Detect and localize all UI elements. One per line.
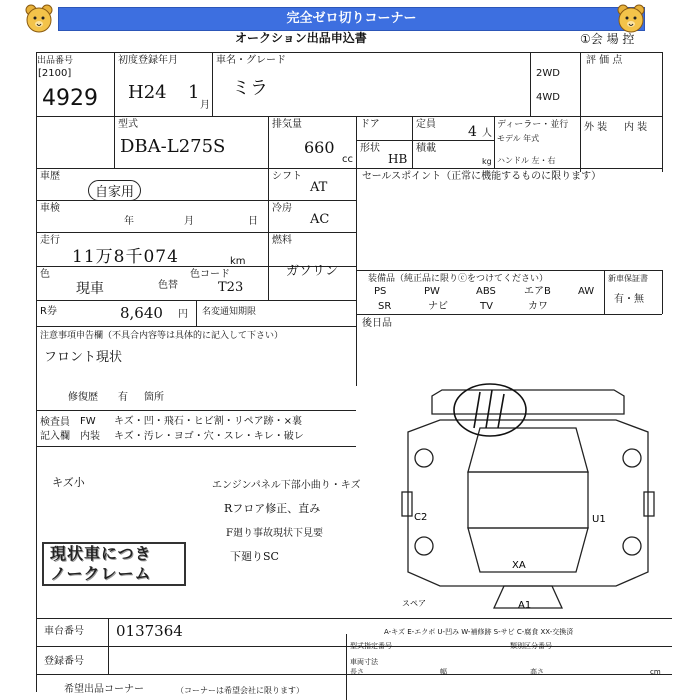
rule — [114, 52, 115, 117]
mileage-value: 11万8千074 — [72, 247, 179, 267]
damage-legend: A-キズ E-エクボ U-凹み W-補修跡 S-サビ C-腐食 XX-交換済 — [384, 628, 574, 636]
rule — [36, 446, 356, 447]
model-year-label: モデル 年式 — [497, 134, 540, 143]
shape-label: 形状 — [360, 143, 380, 154]
notes-value: フロント現状 — [44, 350, 123, 365]
model-label: 型式 — [118, 119, 138, 130]
hand-note-3: Rフロア修正、直み — [224, 502, 321, 515]
equip-abs: ABS — [476, 286, 496, 297]
capacity-value: 4 — [468, 124, 477, 140]
banner-bar — [58, 7, 645, 31]
rule — [530, 52, 531, 117]
rule — [356, 116, 357, 386]
rule — [36, 200, 356, 201]
spec-row-1: 型式指定番号 — [350, 642, 392, 650]
dealer-label: ディーラー・並行 — [497, 120, 569, 130]
equip-sr: SR — [378, 301, 392, 312]
rule — [114, 116, 115, 168]
model-value: DBA-L275S — [120, 136, 226, 157]
notes-label: 注意事項申告欄（不具合内容等は具体的に記入して下さい） — [40, 331, 284, 341]
lot-number: 4929 — [42, 86, 98, 111]
equip-navi: ナビ — [428, 301, 448, 312]
chassis-value: 0137364 — [116, 622, 183, 640]
hand-note-2: エンジンパネル下部小曲り・キズ — [212, 480, 361, 491]
rule — [580, 52, 581, 172]
no-claim-stamp — [42, 542, 186, 586]
checker-row2-tag: 内装 — [80, 431, 100, 442]
rule — [36, 410, 356, 411]
rule — [356, 314, 662, 315]
displacement-label: 排気量 — [272, 119, 302, 130]
rule — [196, 300, 197, 326]
equip-ps: PS — [374, 286, 387, 297]
recycle-label: R券 — [40, 306, 57, 317]
rule — [36, 326, 356, 327]
equip-airbag: エアB — [524, 286, 551, 297]
car-name-value: ミラ — [232, 78, 268, 99]
color-label: 色 — [40, 269, 50, 280]
inspection-year: 年 — [124, 216, 134, 227]
history-label: 車歴 — [40, 171, 60, 182]
checker-label: 検査員 記入欄 — [40, 417, 70, 442]
inspection-month: 月 — [184, 216, 194, 227]
bear-mascot-icon — [22, 2, 56, 36]
rule — [662, 270, 663, 314]
rule — [212, 52, 213, 117]
equip-leather: カワ — [528, 301, 548, 312]
capacity-label: 定員 — [416, 119, 436, 130]
lot-label: 出品番号 — [37, 56, 74, 66]
color-code-label: 色コード — [190, 269, 230, 280]
car-outline — [402, 390, 654, 608]
color-code-value: T23 — [218, 280, 244, 295]
mark-spare: スペア — [402, 599, 426, 608]
sales-point-label: セールスポイント（正常に機能するものに限ります） — [362, 171, 602, 182]
car-damage-diagram — [384, 372, 672, 612]
doors-label: ドア — [360, 119, 380, 130]
equip-aw: AW — [578, 286, 595, 297]
lot-code: [2100] — [38, 68, 72, 79]
load-unit: kg — [482, 157, 492, 166]
history-value: 自家用 — [88, 180, 141, 201]
aircon-value: AC — [310, 212, 330, 227]
repair-value: 有 — [118, 392, 128, 403]
equip-tv: TV — [480, 301, 493, 312]
rule — [268, 116, 269, 300]
hand-note-4: F廻り事故現状下見要 — [226, 528, 323, 539]
mark-c: C2 — [414, 512, 428, 523]
rule — [604, 270, 605, 314]
spec-row-3: 長さ — [350, 668, 364, 676]
spec-width: 幅 — [440, 668, 447, 676]
rule — [36, 116, 662, 117]
shift-value: AT — [310, 180, 328, 195]
spec-height: 高さ — [530, 668, 544, 676]
displacement-value: 660 — [304, 138, 335, 157]
fuel-value: ガソリン — [286, 264, 339, 279]
equipment-label: 装備品（純正品に限りⓒをつけてください） — [368, 274, 549, 284]
drive-2wd: 2WD — [536, 68, 560, 79]
grade-label: 評 価 点 — [586, 55, 623, 66]
inspection-label: 車検 — [40, 203, 60, 214]
checker-row2: キズ・汚レ・ヨゴ・穴・スレ・キレ・破レ — [114, 431, 304, 442]
rule — [494, 116, 495, 168]
venue-label: ①会 場 控 — [580, 32, 635, 46]
drive-4wd: 4WD — [536, 92, 560, 103]
handle-label: ハンドル 左・右 — [497, 156, 556, 165]
spec-row-2: 車両寸法 — [350, 658, 378, 666]
new-car-warranty-value: 有・無 — [614, 294, 644, 305]
footer-note: （コーナーは希望会社に限ります） — [176, 686, 304, 695]
rule — [356, 140, 494, 141]
form-title: オークション出品申込書 — [235, 31, 367, 45]
fuel-label: 燃料 — [272, 235, 292, 246]
reg-number-label: 登録番号 — [44, 656, 84, 667]
new-car-warranty-label: 新車保証書 — [608, 274, 648, 283]
hand-note-1: キズ小 — [52, 476, 85, 489]
rule — [108, 618, 109, 674]
registration-month-unit: 月 — [200, 100, 210, 111]
chassis-label: 車台番号 — [44, 626, 84, 637]
rule — [36, 52, 662, 53]
displacement-unit: cc — [342, 154, 353, 165]
rule — [412, 116, 413, 168]
hand-note-5: 下廻りSC — [230, 550, 279, 563]
shape-value: HB — [388, 152, 408, 166]
registration-month: 1 — [188, 82, 200, 103]
class-number-label: 類別区分番号 — [510, 642, 552, 650]
spec-unit: cm — [650, 668, 661, 676]
mark-a: A1 — [518, 600, 532, 611]
checker-row1-tag: FW — [80, 416, 96, 427]
stamp-line-2: ノークレーム — [50, 564, 152, 583]
mark-d: U1 — [592, 514, 606, 525]
load-label: 積載 — [416, 143, 436, 154]
aircon-label: 冷房 — [272, 203, 292, 214]
rule — [346, 634, 347, 700]
inspection-day: 日 — [248, 216, 258, 227]
repair-label: 修復歴 — [68, 392, 98, 403]
registration-label: 初度登録年月 — [118, 55, 178, 66]
exterior-label: 外 装 — [584, 122, 608, 133]
rule — [36, 168, 662, 169]
repair-parts: 箇所 — [144, 392, 164, 403]
color-change-label: 色替 — [158, 280, 178, 291]
checker-row1: キズ・凹・飛石・ヒビ割・リペア跡・×裏 — [114, 416, 302, 427]
remarks-label: 後日品 — [362, 318, 392, 329]
notice-label: 名変通知期限 — [202, 307, 257, 317]
stamp-line-1: 現状車につき — [50, 544, 152, 563]
mileage-label: 走行 — [40, 235, 60, 246]
bear-mascot-icon — [614, 2, 648, 36]
shift-label: シフト — [272, 171, 302, 182]
banner-title: 完全ゼロ切りコーナー — [286, 11, 417, 26]
car-name-label: 車名・グレード — [216, 55, 286, 66]
interior-label: 内 装 — [624, 122, 648, 133]
recycle-value: 8,640 — [120, 304, 163, 322]
mark-b: XA — [512, 560, 526, 571]
capacity-unit: 人 — [482, 128, 492, 139]
color-value: 現車 — [76, 281, 104, 297]
rule — [36, 52, 37, 692]
equip-pw: PW — [424, 286, 440, 297]
rule — [36, 232, 356, 233]
footer-label: 希望出品コーナー — [64, 684, 144, 695]
recycle-unit: 円 — [178, 309, 188, 320]
mileage-unit: km — [230, 256, 246, 267]
rule — [662, 52, 663, 172]
rule — [356, 270, 662, 271]
registration-era: H24 — [128, 82, 167, 103]
rule — [36, 618, 672, 619]
